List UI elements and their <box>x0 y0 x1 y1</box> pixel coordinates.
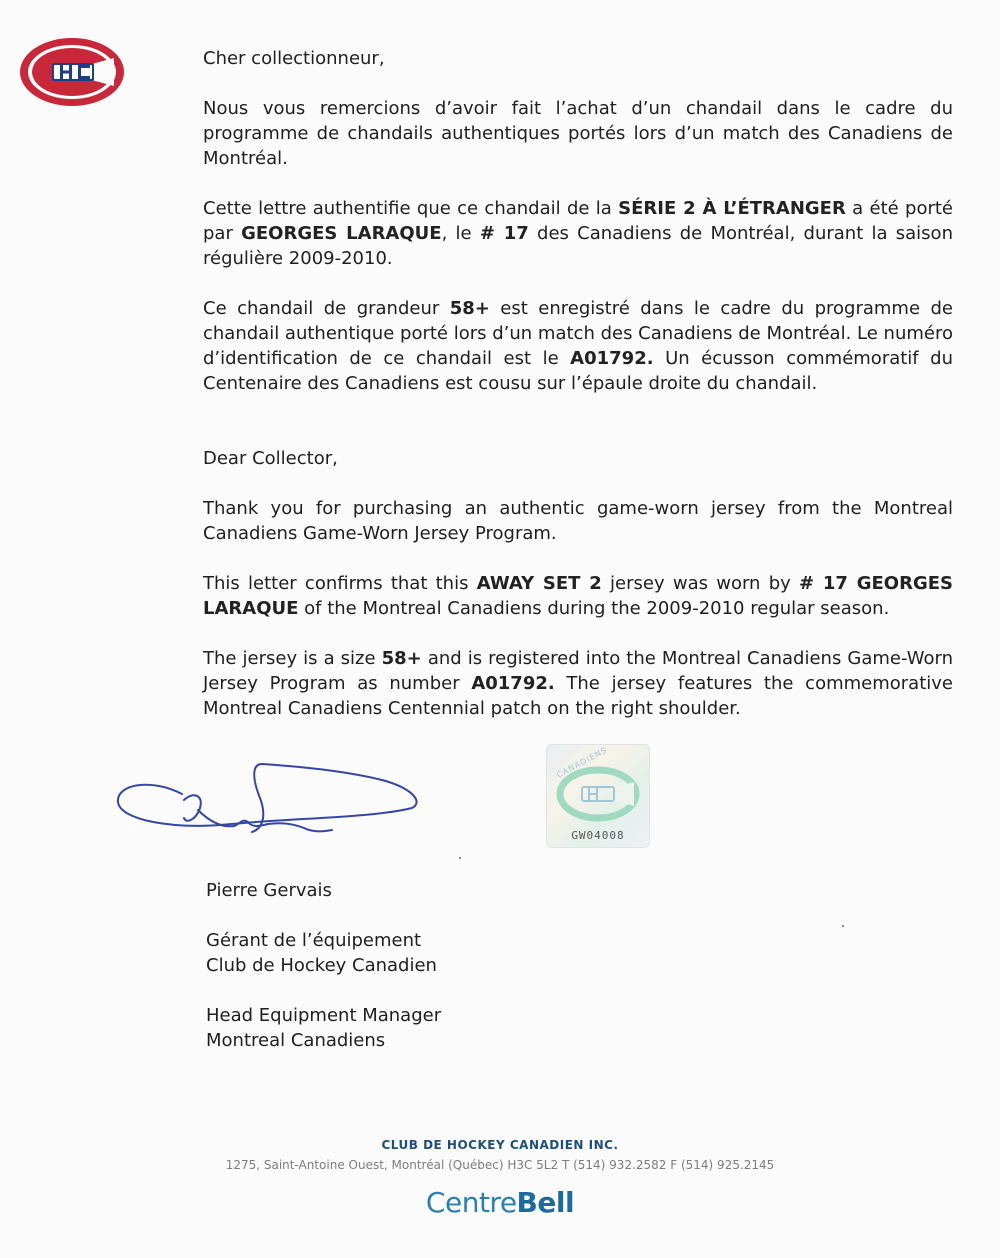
jersey-size-fr: 58+ <box>449 298 490 319</box>
speck <box>459 857 461 859</box>
french-paragraph-1: Nous vous remercions d’avoir fait l’achat d’un chandail dans le cadre du programme de chandails authentiques portés lors d’un match des Canadiens de Montréal. <box>203 98 953 169</box>
signature-icon <box>112 758 422 842</box>
jersey-id-fr: A01792. <box>570 348 654 369</box>
french-paragraph-3: Ce chandail de grandeur 58+ est enregistré dans le cadre du programme de chandail authentique porté lors d’un match des Canadiens de Montréal. Le numéro d’identification de ce chandail est le A01792. Un écusson commémoratif du Centenaire des Canadiens est cousu sur l’épaule droite du chandail. <box>203 298 953 394</box>
jersey-size-en: 58+ <box>381 648 422 669</box>
hologram-brand-text: CANADIENS <box>555 745 609 780</box>
signer-title-english <box>206 1003 606 1053</box>
french-salutation: Cher collectionneur, <box>203 48 385 69</box>
hologram-serial: GW04008 <box>571 829 625 842</box>
english-paragraph-2: This letter confirms that this AWAY SET 2 jersey was worn by # 17 GEORGES LARAQUE of the Montreal Canadiens during the 2009-2010 regular season. <box>203 573 954 619</box>
signer-block <box>206 878 606 1078</box>
english-paragraph-1: Thank you for purchasing an authentic game-worn jersey from the Montreal Canadiens Game-Worn Jersey Program. <box>203 498 953 544</box>
hologram-sticker <box>546 744 650 848</box>
letterhead-footer <box>0 1138 1000 1219</box>
jersey-set-en: AWAY SET 2 <box>476 573 602 594</box>
footer-address: 1275, Saint-Antoine Ouest, Montréal (Québec) H3C 5L2 T (514) 932.2582 F (514) 925.2145 <box>225 1158 775 1172</box>
french-paragraph-2: Cette lettre authentifie que ce chandail de la SÉRIE 2 À L’ÉTRANGER a été porté par GEORGES LARAQUE, le # 17 des Canadiens de Montréal, durant la saison régulière 2009-2010. <box>203 198 954 269</box>
footer-company: CLUB DE HOCKEY CANADIEN INC. <box>381 1138 619 1152</box>
speck <box>842 925 844 927</box>
signer-title-french <box>206 928 606 978</box>
signer-org-en: Montreal Canadiens <box>206 1030 386 1051</box>
player-number-fr: # 17 <box>479 223 529 244</box>
hologram-logo-icon <box>556 766 640 822</box>
english-paragraph-3: The jersey is a size 58+ and is registered into the Montreal Canadiens Game-Worn Jersey Program as number A01792. The jersey features the commemorative Montreal Canadiens Centennial patch on the right shoulder. <box>203 648 953 719</box>
jersey-set-fr: SÉRIE 2 À L’ÉTRANGER <box>618 198 846 219</box>
jersey-id-en: A01792. <box>471 673 555 694</box>
centre-bell-logo: CentreBell <box>425 1186 575 1219</box>
canadiens-logo-icon <box>18 36 126 108</box>
signer-org-fr: Club de Hockey Canadien <box>206 955 437 976</box>
signer-title-fr: Gérant de l’équipement <box>206 930 422 951</box>
signer-title-en: Head Equipment Manager <box>206 1005 442 1026</box>
letter-body <box>203 46 953 746</box>
player-name-fr: GEORGES LARAQUE <box>241 223 442 244</box>
english-salutation: Dear Collector, <box>203 448 338 469</box>
signer-name: Pierre Gervais <box>206 880 332 901</box>
player-name-en: # 17 GEORGES LARAQUE <box>203 573 954 619</box>
